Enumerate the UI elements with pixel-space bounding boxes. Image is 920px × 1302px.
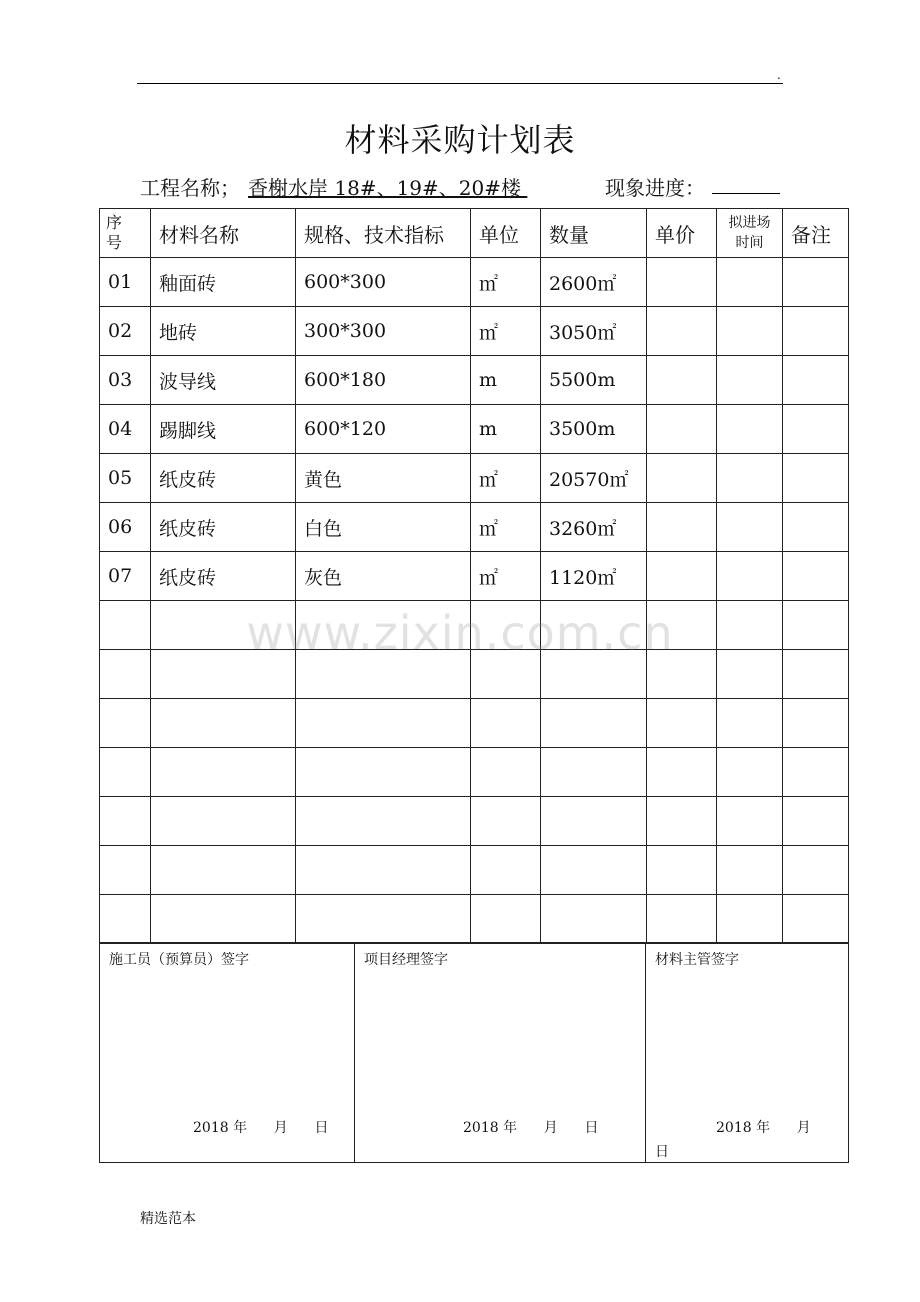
empty-cell [471, 895, 541, 944]
table-row [100, 846, 849, 895]
empty-cell [783, 552, 849, 601]
cell-spec: 黄色 [296, 454, 471, 503]
builder-signature-cell [100, 943, 355, 1163]
project-value: 香榭水岸 18#、19#、20#楼 [248, 176, 528, 200]
cell-seq: 05 [100, 454, 151, 503]
cell-seq: 04 [100, 405, 151, 454]
cell-qty: 5500m [541, 356, 647, 405]
table-row [100, 552, 849, 601]
col-unit-header: 单位 [471, 209, 541, 258]
empty-cell [296, 748, 471, 797]
page-title: 材料采购计划表 [344, 121, 576, 159]
cell-seq: 02 [100, 307, 151, 356]
table-row [100, 748, 849, 797]
empty-cell [717, 454, 783, 503]
empty-cell [647, 748, 717, 797]
top-rule [137, 83, 783, 84]
empty-cell [647, 307, 717, 356]
table-row [100, 307, 849, 356]
empty-cell [783, 356, 849, 405]
cell-qty: 20570㎡ [541, 454, 647, 503]
cell-unit: ㎡ [471, 503, 541, 552]
col-note-header: 备注 [783, 209, 849, 258]
signature-table [99, 942, 849, 1163]
empty-cell [100, 895, 151, 944]
cell-unit: ㎡ [471, 307, 541, 356]
table-row [100, 503, 849, 552]
empty-cell [541, 846, 647, 895]
empty-cell [296, 895, 471, 944]
cell-seq: 07 [100, 552, 151, 601]
empty-cell [717, 895, 783, 944]
empty-cell [647, 895, 717, 944]
table-row [100, 797, 849, 846]
cell-spec: 600*300 [296, 258, 471, 307]
empty-cell [717, 797, 783, 846]
empty-cell [151, 797, 296, 846]
cell-qty: 2600㎡ [541, 258, 647, 307]
cell-qty: 3260㎡ [541, 503, 647, 552]
cell-name: 纸皮砖 [151, 552, 296, 601]
cell-spec: 白色 [296, 503, 471, 552]
cell-unit: m [471, 356, 541, 405]
empty-cell [296, 846, 471, 895]
col-seq-header: 序 号 [100, 209, 151, 258]
cell-unit: ㎡ [471, 552, 541, 601]
cell-name: 釉面砖 [151, 258, 296, 307]
empty-cell [647, 699, 717, 748]
header-mark: . [777, 68, 781, 82]
col-qty-header: 数量 [541, 209, 647, 258]
empty-cell [783, 454, 849, 503]
empty-cell [151, 846, 296, 895]
cell-qty: 1120㎡ [541, 552, 647, 601]
empty-cell [717, 503, 783, 552]
empty-cell [151, 895, 296, 944]
col-price-header: 单价 [647, 209, 717, 258]
cell-spec: 600*120 [296, 405, 471, 454]
progress-label: 现象进度： [605, 176, 705, 200]
empty-cell [541, 895, 647, 944]
empty-cell [151, 699, 296, 748]
empty-cell [717, 748, 783, 797]
empty-cell [783, 307, 849, 356]
col-spec-header: 规格、技术指标 [296, 209, 471, 258]
cell-name: 踢脚线 [151, 405, 296, 454]
cell-name: 纸皮砖 [151, 454, 296, 503]
footer-text: 精选范本 [140, 1211, 196, 1227]
progress-blank-line [712, 193, 780, 194]
empty-cell [647, 797, 717, 846]
table-body [100, 258, 849, 944]
empty-cell [100, 699, 151, 748]
empty-cell [100, 748, 151, 797]
builder-signature-label: 施工员（预算员）签字 [109, 952, 249, 968]
table-row [100, 895, 849, 944]
empty-cell [647, 503, 717, 552]
empty-cell [647, 356, 717, 405]
empty-cell [717, 405, 783, 454]
empty-cell [471, 846, 541, 895]
cell-unit: ㎡ [471, 258, 541, 307]
project-label: 工程名称； [140, 176, 240, 200]
cell-name: 波导线 [151, 356, 296, 405]
cell-spec: 600*180 [296, 356, 471, 405]
table-row [100, 258, 849, 307]
empty-cell [647, 405, 717, 454]
empty-cell [717, 356, 783, 405]
empty-cell [717, 258, 783, 307]
empty-cell [783, 258, 849, 307]
empty-cell [471, 797, 541, 846]
col-time-header: 拟进场 时间 [717, 209, 783, 258]
empty-cell [471, 748, 541, 797]
empty-cell [647, 454, 717, 503]
cell-unit: ㎡ [471, 454, 541, 503]
table-row [100, 405, 849, 454]
empty-cell [783, 846, 849, 895]
cell-spec: 300*300 [296, 307, 471, 356]
manager-signature-date: 2018 年 月 日 [463, 1120, 599, 1136]
cell-qty: 3500m [541, 405, 647, 454]
empty-cell [296, 797, 471, 846]
material-head-signature-label: 材料主管签字 [655, 952, 739, 968]
empty-cell [717, 552, 783, 601]
empty-cell [647, 846, 717, 895]
table-row [100, 356, 849, 405]
empty-cell [471, 699, 541, 748]
empty-cell [783, 797, 849, 846]
cell-name: 纸皮砖 [151, 503, 296, 552]
watermark: www.zixin.com.cn [246, 606, 674, 660]
empty-cell [783, 503, 849, 552]
empty-cell [647, 552, 717, 601]
table-row [100, 454, 849, 503]
cell-spec: 灰色 [296, 552, 471, 601]
empty-cell [151, 748, 296, 797]
cell-seq: 06 [100, 503, 151, 552]
cell-name: 地砖 [151, 307, 296, 356]
manager-signature-label: 项目经理签字 [364, 952, 448, 968]
empty-cell [783, 405, 849, 454]
col-name-header: 材料名称 [151, 209, 296, 258]
table-row [100, 699, 849, 748]
manager-signature-cell [355, 943, 646, 1163]
empty-cell [717, 846, 783, 895]
empty-cell [647, 258, 717, 307]
empty-cell [783, 748, 849, 797]
empty-cell [100, 797, 151, 846]
material-head-signature-date: 2018 年 月 [716, 1120, 811, 1136]
empty-cell [541, 748, 647, 797]
empty-cell [100, 846, 151, 895]
cell-seq: 03 [100, 356, 151, 405]
builder-signature-date: 2018 年 月 日 [193, 1120, 329, 1136]
materials-table [99, 208, 849, 944]
table-header-row [100, 209, 849, 258]
empty-cell [783, 699, 849, 748]
empty-cell [296, 699, 471, 748]
cell-unit: m [471, 405, 541, 454]
empty-cell [541, 699, 647, 748]
cell-qty: 3050㎡ [541, 307, 647, 356]
cell-seq: 01 [100, 258, 151, 307]
empty-cell [541, 797, 647, 846]
empty-cell [783, 895, 849, 944]
material-head-signature-day: 日 [655, 1144, 669, 1160]
material-head-signature-cell [646, 943, 849, 1163]
empty-cell [717, 307, 783, 356]
empty-cell [717, 699, 783, 748]
